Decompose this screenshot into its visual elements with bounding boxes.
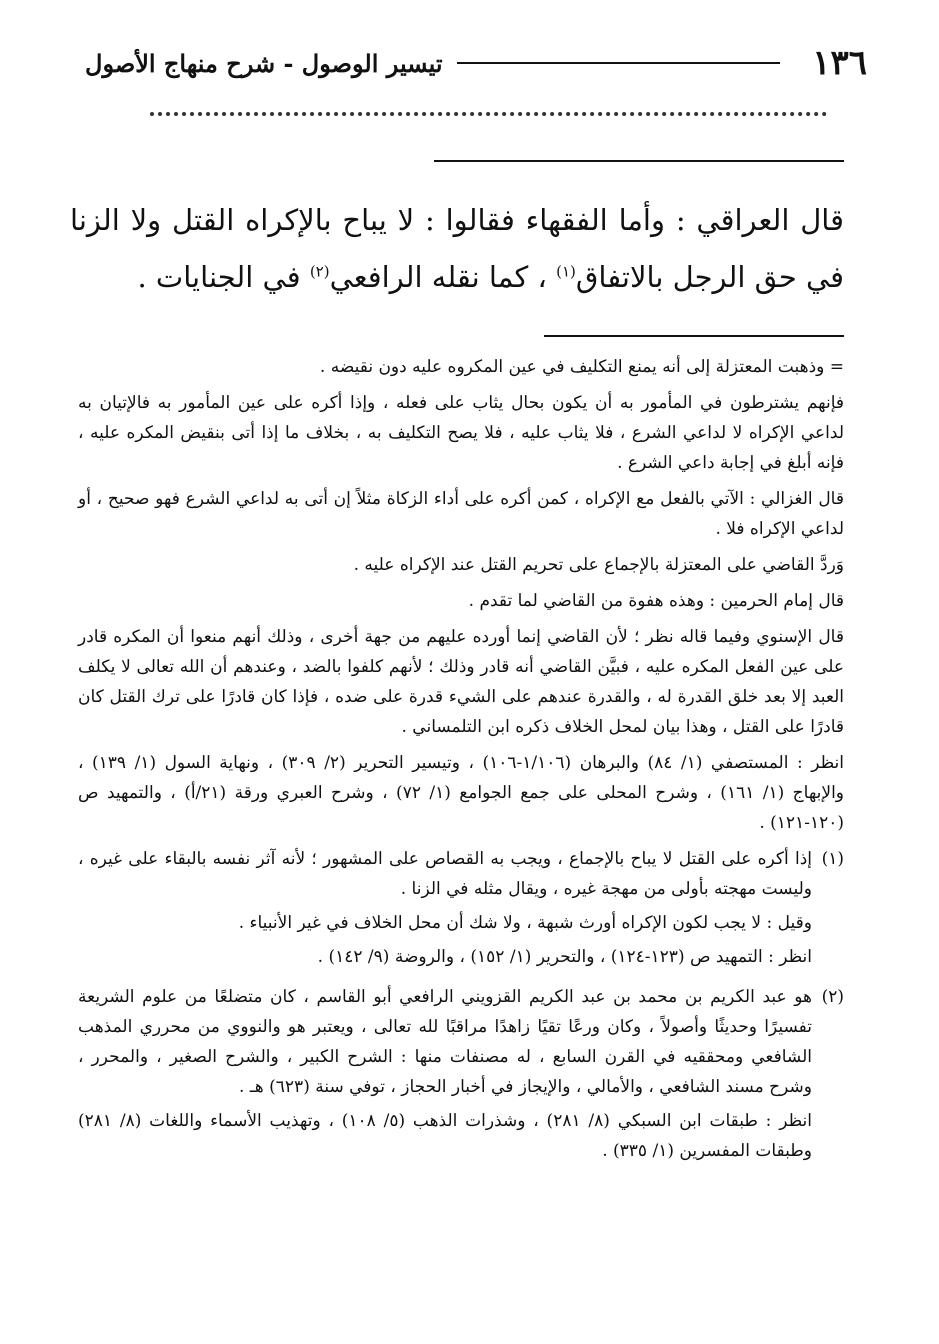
main-text-part-c: في الجنايات . — [137, 260, 310, 294]
footnote-2-line: انظر : طبقات ابن السبكي (٨/ ٢٨١) ، وشذرات الذهب (٥/ ١٠٨) ، وتهذيب الأسماء واللغات (٨/ ٢٨١) وطبقات المفسرين (١/ ٣٣٥) . — [78, 1111, 812, 1161]
footnote-2-line: هو عبد الكريم بن محمد بن عبد الكريم القزويني الرافعي أبو القاسم ، كان متضلعًا من علوم الشريعة تفسيرًا وحديثًا وأصولاً ، وكان ورعًا تقيًا زاهدًا مراقبًا لله تعالى ، ويعتبر هو والنووي من محرري المذهب الشافعي ومحققيه في القرن السابع ، له مصنفات منها : الشرح الكبير ، والشرح الصغير ، والمحرر ، وشرح مسند الشافعي ، والأمالي ، والإيجاز في أخبار الحجاز ، توفي سنة (٦٢٣) هـ . — [78, 987, 812, 1097]
footnote-1 — [78, 844, 844, 976]
footnote-1-marker: (١) — [821, 849, 844, 869]
footnotes — [78, 352, 844, 1170]
footnote-1-line: إذا أكره على القتل لا يباح بالإجماع ، ويجب به القصاص على المشهور ؛ لأنه آثر نفسه بالبقاء على غيره ، وليست مهجته بأولى من مهجة غيره ، ويقال مثله في الزنا . — [78, 849, 812, 899]
footnote-continuation-line: انظر : المستصفي (١/ ٨٤) والبرهان (١/١٠٦-١٠٦) ، وتيسير التحرير (٢/ ٣٠٩) ، ونهاية السول (١/ ١٣٩) ، والإبهاج (١/ ١٦١) ، وشرح المحلى على جمع الجوامع (١/ ٧٢) ، وشرح العبري ورقة (٢١/أ) ، والتمهيد ص (١٢٠-١٢١) . — [78, 753, 845, 833]
footnote-continuation-line: قال الإسنوي وفيما قاله نظر ؛ لأن القاضي إنما أورده عليهم من جهة أخرى ، وذلك أنهم منعوا أن المكره قادر على عين الفعل المكره عليه ، فبيَّن القاضي أنه قادر وذلك ؛ لأنهم كلفوا بالضد ، وعندهم أن الله تعالى لا يكلف العبد إلا بعد خلق القدرة له ، والقدرة عندهم على الشيء قدرة على ضده ، فإذا كان قادرًا على ترك القتل كان قادرًا على القتل ، وهذا بيان لمحل الخلاف ذكره ابن التلمساني . — [78, 627, 844, 737]
footnote-continuation-line: فإنهم يشترطون في المأمور به أن يكون بحال يثاب على فعله ، وإذا أكره على عين المأمور به فالإتيان به لداعي الإكراه لا لداعي الشرع ، فلا يثاب عليه ، فلا يصح التكليف به ، بخلاف ما إذا أتى بنقيض المكره عليه ، فإنه أبلغ في إجابة داعي الشرع . — [78, 393, 845, 473]
footnote-ref-2: (٢) — [309, 262, 330, 281]
footnote-2-marker: (٢) — [821, 987, 844, 1007]
footnote-continuation-line: قال إمام الحرمين : وهذه هفوة من القاضي لما تقدم . — [468, 591, 844, 611]
footnote-1-line: انظر : التمهيد ص (١٢٣-١٢٤) ، والتحرير (١/ ١٥٢) ، والروضة (٩/ ١٤٢) . — [317, 947, 812, 967]
main-text-part-b: ، كما نقله الرافعي — [329, 260, 557, 294]
running-title: تيسير الوصول - شرح منهاج الأصول — [85, 48, 443, 78]
footnote-continuation-line: قال الغزالي : الآتي بالفعل مع الإكراه ، كمن أكره على أداء الزكاة مثلاً إن أتى به لداعي الشرع فهو صحيح ، أو لداعي الإكراه فلا . — [78, 489, 844, 539]
footnote-2-body — [78, 982, 812, 1170]
dotted-separator — [150, 112, 827, 116]
footnote-rule — [544, 335, 844, 337]
footnote-1-line: وقيل : لا يجب لكون الإكراه أورث شبهة ، ولا شك أن محل الخلاف في غير الأنبياء . — [238, 913, 812, 933]
page-number: ١٣٦ — [812, 43, 867, 83]
footnote-continuation-line: = وذهبت المعتزلة إلى أنه يمنع التكليف في عين المكروه عليه دون نقيضه . — [319, 357, 844, 377]
footnote-ref-1: (١) — [556, 262, 576, 281]
footnote-continuation-line: وَردَّ القاضي على المعتزلة بالإجماع على تحريم القتل عند الإكراه عليه . — [353, 555, 844, 575]
page-header — [85, 38, 867, 88]
main-paragraph — [70, 192, 844, 306]
header-rule — [457, 62, 781, 64]
footnote-1-body — [78, 844, 812, 976]
section-rule — [434, 160, 844, 162]
main-text — [70, 192, 844, 306]
footnote-2 — [78, 982, 844, 1170]
main-text-part-a: قال العراقي : وأما الفقهاء فقالوا : لا يباح بالإكراه القتل ولا الزنا في حق الرجل بالاتفاق — [70, 203, 844, 294]
